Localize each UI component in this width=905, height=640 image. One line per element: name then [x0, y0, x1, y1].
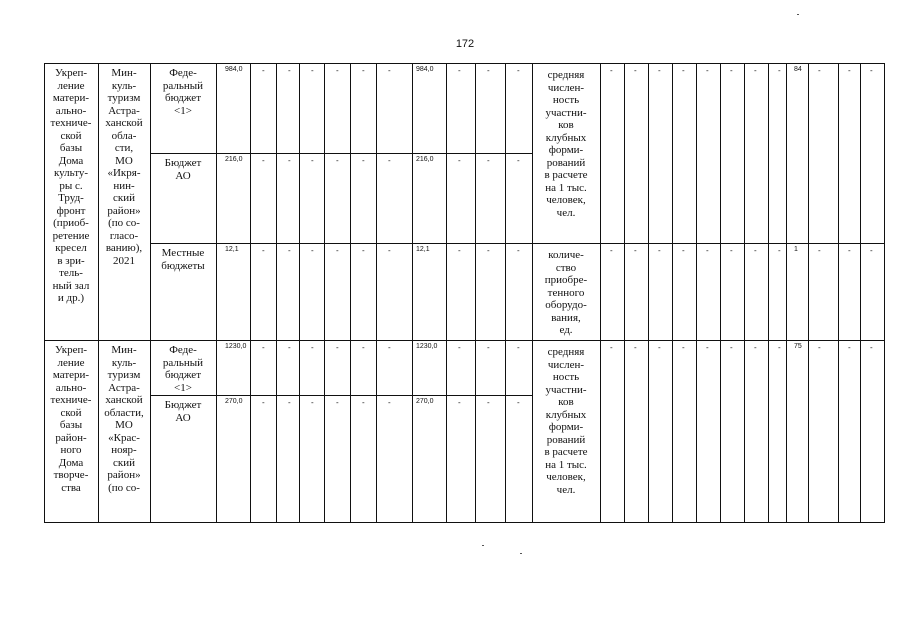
empty-value: - [388, 343, 391, 352]
column-rule [786, 63, 787, 523]
empty-value: - [336, 66, 339, 75]
empty-value: - [487, 246, 490, 255]
empty-value: - [262, 398, 265, 407]
empty-value: - [458, 156, 461, 165]
empty-value: - [634, 246, 637, 255]
funding-source: Феде- ральный бюджет <1> [162, 67, 204, 117]
scan-speck [482, 545, 484, 546]
empty-value: - [706, 343, 709, 352]
indicator-value: 75 [794, 343, 802, 350]
empty-value: - [610, 66, 613, 75]
column-rule [299, 63, 300, 523]
indicator-name: средняя числен- ность участни- ков клубных форми- рований в расчете на 1 тыс. человек, чел. [544, 69, 588, 219]
empty-value: - [754, 66, 757, 75]
empty-value: - [388, 66, 391, 75]
empty-value: - [336, 156, 339, 165]
indicator-name: количе- ство приобре- тенного оборудо- вания, ед. [544, 249, 588, 336]
empty-value: - [311, 66, 314, 75]
amount-total: 984,0 [225, 66, 243, 73]
empty-value: - [818, 343, 821, 352]
column-rule [376, 63, 377, 523]
executor-name: Мин- куль- туризм Астра- ханской области, МО «Крас- нояр- ский район» (по со- [104, 344, 144, 494]
amount-total: 270,0 [225, 398, 243, 405]
column-rule [672, 63, 673, 523]
column-rule [324, 63, 325, 523]
amount-total: 216,0 [225, 156, 243, 163]
amount-year: 1230,0 [416, 343, 438, 350]
empty-value: - [311, 246, 314, 255]
row-separator [44, 340, 884, 341]
empty-value: - [682, 66, 685, 75]
empty-value: - [362, 66, 365, 75]
empty-value: - [682, 343, 685, 352]
column-rule [250, 63, 251, 523]
empty-value: - [288, 156, 291, 165]
column-rule [860, 63, 861, 523]
empty-value: - [818, 246, 821, 255]
column-rule [150, 63, 151, 523]
empty-value: - [870, 66, 873, 75]
executor-name: Мин- куль- туризм Астра- ханской обла- сти, МО «Икря- нин- ский район» (по со- гласо- ванию), 2021 [105, 67, 143, 267]
empty-value: - [848, 246, 851, 255]
amount-year: 216,0 [416, 156, 434, 163]
column-rule [884, 63, 885, 523]
empty-value: - [818, 66, 821, 75]
column-rule [648, 63, 649, 523]
empty-value: - [262, 156, 265, 165]
empty-value: - [487, 398, 490, 407]
event-name: Укреп- ление матери- ально- техниче- ской базы район- ного Дома творче- ства [50, 344, 92, 494]
empty-value: - [848, 343, 851, 352]
empty-value: - [262, 66, 265, 75]
empty-value: - [706, 246, 709, 255]
column-rule [838, 63, 839, 523]
empty-value: - [362, 156, 365, 165]
column-rule [768, 63, 769, 523]
empty-value: - [388, 156, 391, 165]
column-rule [276, 63, 277, 523]
amount-year: 12,1 [416, 246, 430, 253]
empty-value: - [336, 398, 339, 407]
column-rule [744, 63, 745, 523]
empty-value: - [778, 343, 781, 352]
empty-value: - [682, 246, 685, 255]
empty-value: - [487, 156, 490, 165]
column-rule [600, 63, 601, 523]
empty-value: - [458, 343, 461, 352]
empty-value: - [388, 398, 391, 407]
empty-value: - [870, 246, 873, 255]
column-rule [696, 63, 697, 523]
empty-value: - [362, 398, 365, 407]
table-bottom-rule [44, 522, 884, 523]
empty-value: - [610, 343, 613, 352]
empty-value: - [517, 156, 520, 165]
indicator-value: 1 [794, 246, 798, 253]
empty-value: - [288, 343, 291, 352]
empty-value: - [311, 156, 314, 165]
column-rule [412, 63, 413, 523]
empty-value: - [362, 343, 365, 352]
scan-speck [520, 553, 522, 554]
funding-source: Местные бюджеты [161, 247, 205, 272]
column-rule [505, 63, 506, 523]
empty-value: - [262, 246, 265, 255]
empty-value: - [288, 398, 291, 407]
empty-value: - [311, 398, 314, 407]
empty-value: - [288, 66, 291, 75]
funding-source: Бюджет АО [164, 399, 202, 424]
empty-value: - [262, 343, 265, 352]
empty-value: - [311, 343, 314, 352]
empty-value: - [458, 66, 461, 75]
empty-value: - [634, 343, 637, 352]
column-rule [720, 63, 721, 523]
empty-value: - [778, 66, 781, 75]
indicator-value: 84 [794, 66, 802, 73]
empty-value: - [487, 343, 490, 352]
funding-source: Бюджет АО [164, 157, 202, 182]
amount-year: 270,0 [416, 398, 434, 405]
empty-value: - [730, 246, 733, 255]
empty-value: - [730, 343, 733, 352]
empty-value: - [706, 66, 709, 75]
empty-value: - [517, 398, 520, 407]
column-rule [624, 63, 625, 523]
indicator-separator [532, 243, 884, 244]
empty-value: - [870, 343, 873, 352]
empty-value: - [610, 246, 613, 255]
amount-year: 984,0 [416, 66, 434, 73]
column-rule [808, 63, 809, 523]
source-separator [150, 153, 532, 154]
empty-value: - [778, 246, 781, 255]
indicator-name: средняя числен- ность участни- ков клубных форми- рований в расчете на 1 тыс. человек, чел. [544, 346, 588, 496]
empty-value: - [336, 343, 339, 352]
source-separator [150, 395, 532, 396]
amount-total: 1230,0 [225, 343, 247, 350]
column-rule [350, 63, 351, 523]
column-rule [446, 63, 447, 523]
source-separator [150, 243, 532, 244]
empty-value: - [458, 246, 461, 255]
table-top-rule [44, 63, 884, 64]
empty-value: - [658, 343, 661, 352]
column-rule [216, 63, 217, 523]
empty-value: - [754, 343, 757, 352]
empty-value: - [730, 66, 733, 75]
page-number: 172 [455, 38, 475, 50]
empty-value: - [848, 66, 851, 75]
empty-value: - [658, 66, 661, 75]
empty-value: - [458, 398, 461, 407]
event-name: Укреп- ление матери- ально- техниче- ской базы Дома культу- ры с. Труд- фронт (приоб- ретение кресел в зри- тель- ный зал и др.) [50, 67, 92, 304]
empty-value: - [388, 246, 391, 255]
empty-value: - [517, 246, 520, 255]
empty-value: - [658, 246, 661, 255]
empty-value: - [288, 246, 291, 255]
empty-value: - [517, 66, 520, 75]
scan-speck [797, 14, 799, 15]
amount-total: 12,1 [225, 246, 239, 253]
empty-value: - [362, 246, 365, 255]
funding-source: Феде- ральный бюджет <1> [162, 344, 204, 394]
empty-value: - [754, 246, 757, 255]
empty-value: - [487, 66, 490, 75]
empty-value: - [336, 246, 339, 255]
empty-value: - [634, 66, 637, 75]
column-rule [475, 63, 476, 523]
empty-value: - [517, 343, 520, 352]
